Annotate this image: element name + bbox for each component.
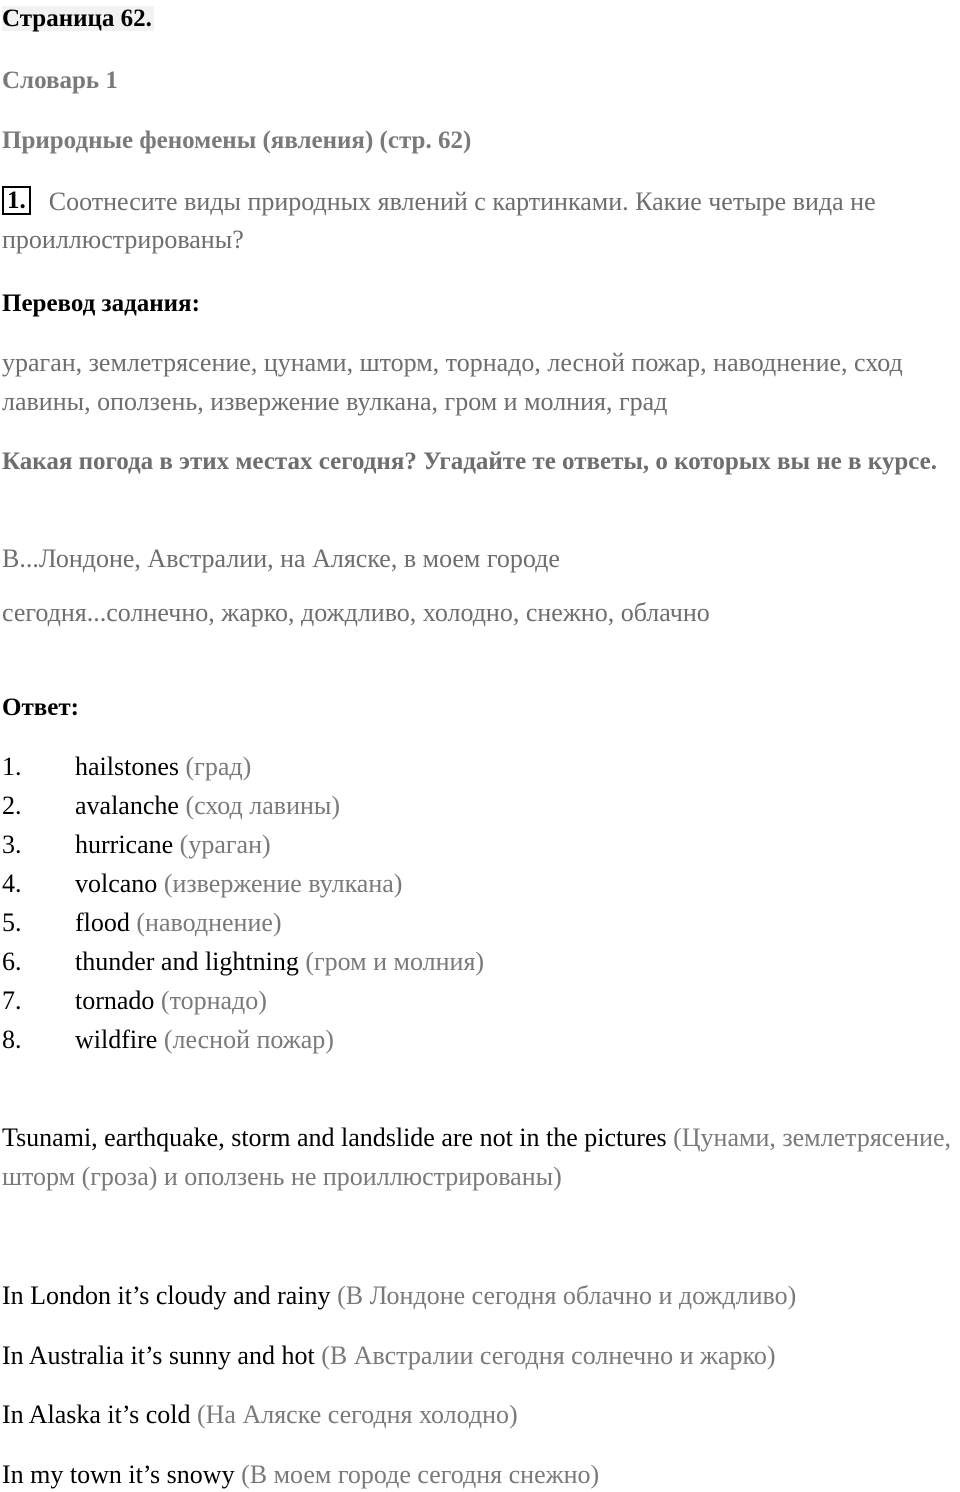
weather-sentence bbox=[2, 1402, 518, 1428]
sentence-english: In London it’s cloudy and rainy bbox=[2, 1281, 331, 1310]
item-russian: (торнадо) bbox=[160, 986, 267, 1015]
list-item bbox=[2, 754, 251, 780]
weather-sentence bbox=[2, 1283, 796, 1309]
item-english: avalanche bbox=[75, 791, 179, 820]
sentence-english: In Alaska it’s cold bbox=[2, 1400, 191, 1429]
item-number: 5. bbox=[2, 908, 22, 937]
weather-sentence bbox=[2, 1343, 776, 1369]
item-number: 8. bbox=[2, 1025, 22, 1054]
item-russian: (наводнение) bbox=[136, 908, 282, 937]
weather-sentence bbox=[2, 1462, 599, 1488]
list-item bbox=[2, 793, 340, 819]
item-russian: (ураган) bbox=[179, 830, 271, 859]
item-english: hailstones bbox=[75, 752, 179, 781]
not-illustrated-note bbox=[2, 1118, 960, 1196]
section-title: Природные феномены (явления) (стр. 62) bbox=[2, 127, 472, 154]
list-item bbox=[2, 910, 282, 936]
item-number: 3. bbox=[2, 830, 22, 859]
sentence-english: In Australia it’s sunny and hot bbox=[2, 1341, 315, 1370]
item-english: hurricane bbox=[75, 830, 174, 859]
item-number: 1. bbox=[2, 752, 22, 781]
item-russian: (лесной пожар) bbox=[163, 1025, 334, 1054]
item-english: thunder and lightning bbox=[75, 947, 299, 976]
item-english: tornado bbox=[75, 986, 155, 1015]
list-item bbox=[2, 832, 271, 858]
translation-question: Какая погода в этих местах сегодня? Угадайте те ответы, о которых вы не в курсе. bbox=[2, 448, 937, 475]
translation-words: ураган, землетрясение, цунами, шторм, торнадо, лесной пожар, наводнение, сход лавины, оползень, извержение вулкана, гром и молния, град bbox=[2, 348, 903, 416]
item-russian: (град) bbox=[185, 752, 252, 781]
note-english: Tsunami, earthquake, storm and landslide are not in the pictures bbox=[2, 1123, 667, 1152]
item-number: 6. bbox=[2, 947, 22, 976]
task-number-badge: 1. bbox=[2, 186, 31, 215]
item-english: flood bbox=[75, 908, 130, 937]
dictionary-label: Словарь 1 bbox=[2, 67, 118, 94]
list-item bbox=[2, 949, 484, 975]
answer-heading: Ответ: bbox=[2, 694, 79, 721]
item-russian: (извержение вулкана) bbox=[163, 869, 403, 898]
item-number: 4. bbox=[2, 869, 22, 898]
item-russian: (гром и молния) bbox=[305, 947, 485, 976]
translation-places: В...Лондоне, Австралии, на Аляске, в моем городе bbox=[2, 544, 560, 573]
translation-weather: сегодня...солнечно, жарко, дождливо, холодно, снежно, облачно bbox=[2, 598, 710, 627]
note-russian: (Цунами, землетрясение, шторм (гроза) и оползень не проиллюстрированы) bbox=[2, 1123, 952, 1191]
list-item bbox=[2, 1027, 334, 1053]
item-number: 2. bbox=[2, 791, 22, 820]
task-text: Соотнесите виды природных явлений с картинками. Какие четыре вида не проиллюстрированы? bbox=[2, 187, 876, 254]
translation-heading: Перевод задания: bbox=[2, 290, 200, 317]
task-instruction bbox=[2, 183, 960, 259]
sentence-russian: (В Лондоне сегодня облачно и дождливо) bbox=[337, 1281, 797, 1310]
item-english: wildfire bbox=[75, 1025, 158, 1054]
page-label: Страница 62. bbox=[2, 5, 152, 32]
item-number: 7. bbox=[2, 986, 22, 1015]
item-english: volcano bbox=[75, 869, 158, 898]
sentence-russian: (В Австралии сегодня солнечно и жарко) bbox=[321, 1341, 776, 1370]
item-russian: (сход лавины) bbox=[185, 791, 341, 820]
list-item bbox=[2, 988, 267, 1014]
sentence-russian: (На Аляске сегодня холодно) bbox=[196, 1400, 518, 1429]
list-item bbox=[2, 871, 402, 897]
sentence-russian: (В моем городе сегодня снежно) bbox=[241, 1460, 600, 1489]
sentence-english: In my town it’s snowy bbox=[2, 1460, 235, 1489]
